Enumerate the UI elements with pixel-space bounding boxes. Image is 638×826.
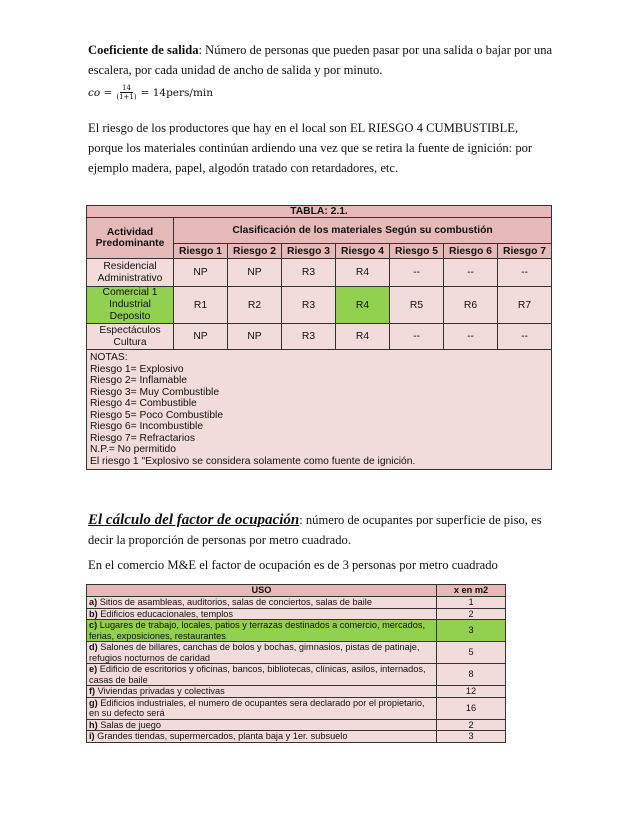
risk-cell: R3 [282,259,336,287]
row-letter: f) [89,686,96,696]
value-cell: 1 [437,597,506,609]
row-text: Viviendas privadas y colectivas [95,686,225,696]
table-row [87,664,506,686]
value-cell: 12 [437,686,506,698]
risk-cell: R4 [336,259,390,287]
classification-header: Clasificación de los materiales Según su combustión [174,218,552,244]
activity-header: Actividad Predominante [87,218,174,259]
uso-cell [87,697,437,719]
activity-cell: Residencial Administrativo [87,259,174,287]
risk-cell: R6 [444,287,498,324]
risk-cell: R3 [282,324,336,350]
risk-cell: R4 [336,324,390,350]
risk-cell: R7 [498,287,552,324]
row-letter: a) [89,597,98,607]
formula-rhs: = 14pers/min [140,86,214,99]
note-line: N.P.= No permitido [90,444,176,455]
comercio-line: En el comercio M&E el factor de ocupación es de 3 personas por metro cuadrado [88,558,498,572]
risk-cell: NP [228,259,282,287]
value-header: x en m2 [437,585,506,597]
row-letter: c) [89,620,98,630]
risk-cell: -- [498,259,552,287]
row-text: Sitios de asambleas, auditorios, salas de conciertos, salas de baile [97,597,372,607]
value-cell: 8 [437,664,506,686]
value-cell: 2 [437,719,506,731]
uso-cell [87,686,437,698]
risk-cell: R2 [228,287,282,324]
row-text: Salas de juego [97,719,162,730]
row-text: Edificio de escritorios y oficinas, bancos, bibliotecas, clínicas, asilos, internados, casas de baile [89,664,426,685]
uso-cell [87,731,437,743]
note-line: Riesgo 7= Refractarios [90,432,196,444]
risk-cell: -- [390,324,444,350]
risk-header: Riesgo 5 [390,244,444,259]
ocupacion-text: : número de ocupantes por superficie de piso, es decir la proporción de personas por metro cuadrado. [88,513,542,547]
value-cell: 3 [437,620,506,642]
formula-denominator: (1+1) [116,93,137,101]
table-row [87,287,552,324]
row-letter: i) [89,731,95,741]
formula-lhs: co = [88,86,113,99]
uso-cell [87,642,437,664]
note-line: Riesgo 6= Incombustible [90,421,204,432]
formula [88,84,213,101]
coeficiente-definition: : Número de personas que pueden pasar por una salida o bajar por una escalera, por cada unidad de ancho de salida y por minuto. [88,43,553,77]
activity-cell: Espectáculos Cultura [87,324,174,350]
activity-cell-highlighted: Comercial 1 Industrial Deposito [87,287,174,324]
uso-cell [87,719,437,731]
row-letter: h) [89,719,98,730]
risk-cell: NP [174,259,228,287]
row-text: Lugares de trabajo, locales, patios y terrazas destinados a comercio, mercados, ferias, exposiciones, restaurantes [89,620,426,641]
risk-cell: NP [228,324,282,350]
row-text: Grandes tiendas, supermercados, planta baja y 1er. subsuelo [94,731,348,741]
row-letter: d) [89,642,98,652]
risk-cell: -- [444,259,498,287]
row-text: Edificios industriales, el numero de ocupantes sera declarado por el propietario, en su defecto será [89,697,425,718]
ocupacion-title: El cálculo del factor de ocupación [88,512,300,528]
risk-header: Riesgo 4 [336,244,390,259]
risk-cell: NP [174,324,228,350]
note-line: El riesgo 1 "Explosivo se considera solamente como fuente de ignición. [90,455,416,467]
risk-cell: -- [390,259,444,287]
risk-cell: R3 [282,287,336,324]
note-line: Riesgo 1= Explosivo [90,363,184,375]
note-line: Riesgo 3= Muy Combustible [90,386,220,398]
tabla-2-1 [86,205,552,470]
note-line: Riesgo 2= Inflamable [90,375,188,386]
note-line: Riesgo 4= Combustible [90,398,197,409]
formula-numerator: 14 [122,84,131,92]
risk-header: Riesgo 2 [228,244,282,259]
table-row [87,642,506,664]
uso-cell [87,597,437,609]
note-line: Riesgo 5= Poco Combustible [90,409,224,421]
table-row [87,719,506,731]
value-cell: 3 [437,731,506,743]
row-text: Salones de billares, canchas de bolos y bochas, gimnasios, pistas de patinaje, refugios nocturnos de caridad [89,642,420,663]
value-cell: 5 [437,642,506,664]
value-cell: 2 [437,608,506,620]
riesgo-paragraph: El riesgo de los productores que hay en el local son EL RIESGO 4 CUMBUSTIBLE, porque los materiales continúan ardiendo una vez que se retira la fuente de ignición: por ejemplo madera, papel, algodón tratado con retardadores, etc. [88,121,533,175]
table-row-highlighted [87,620,506,642]
coeficiente-paragraph [88,40,553,80]
table-row [87,697,506,719]
risk-header: Riesgo 3 [282,244,336,259]
uso-table [86,584,506,743]
uso-cell [87,664,437,686]
risk-cell: -- [498,324,552,350]
risk-cell: R5 [390,287,444,324]
uso-cell [87,608,437,620]
row-letter: e) [89,664,98,674]
table-row [87,731,506,743]
uso-header: USO [87,585,437,597]
risk-header: Riesgo 7 [498,244,552,259]
risk-header: Riesgo 1 [174,244,228,259]
table-row [87,597,506,609]
row-letter: g) [89,697,98,708]
table-row [87,259,552,287]
table-row [87,324,552,350]
risk-cell: R1 [174,287,228,324]
tabla-title: TABLA: 2.1. [87,206,552,218]
ocupacion-paragraph [88,510,553,550]
uso-cell [87,620,437,642]
notes-cell [87,350,552,470]
row-text: Edificios educacionales, templos [97,608,234,619]
table-row [87,686,506,698]
row-letter: b) [89,608,98,619]
formula-fraction [116,84,136,101]
table-row [87,608,506,620]
note-line: NOTAS: [90,352,128,363]
risk-cell-highlighted: R4 [336,287,390,324]
risk-header: Riesgo 6 [444,244,498,259]
value-cell: 16 [437,697,506,719]
coeficiente-term: Coeficiente de salida [88,43,199,57]
risk-cell: -- [444,324,498,350]
